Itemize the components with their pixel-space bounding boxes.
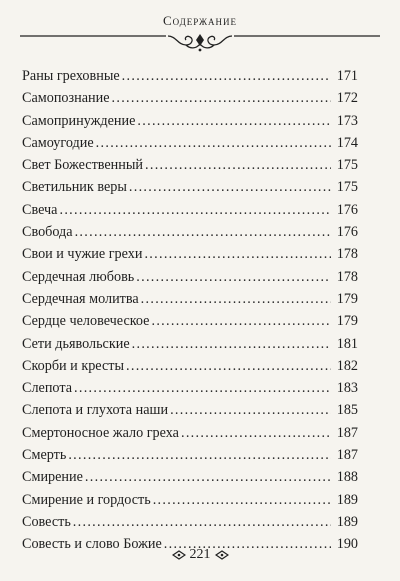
dot-leader — [126, 355, 331, 377]
toc-entry-title: Свобода — [22, 224, 73, 241]
toc-entry-title: Свои и чужие грехи — [22, 246, 143, 263]
dot-leader — [129, 176, 331, 198]
toc-entry-title: Свет Божественный — [22, 157, 143, 174]
toc-entry-title: Самопознание — [22, 90, 110, 107]
toc-entry — [22, 489, 358, 511]
toc-entry — [22, 399, 358, 421]
toc-entry — [22, 110, 358, 132]
toc-entry-page: 189 — [336, 491, 358, 508]
table-of-contents — [22, 65, 358, 556]
toc-entry — [22, 87, 358, 109]
dot-leader — [73, 511, 331, 533]
toc-entry-page: 190 — [336, 536, 358, 553]
dot-leader — [132, 333, 331, 355]
toc-entry-page: 187 — [336, 424, 358, 441]
toc-entry — [22, 199, 358, 221]
toc-entry-title: Смирение и гордость — [22, 491, 151, 508]
toc-entry-title: Смертоносное жало греха — [22, 424, 179, 441]
toc-entry-page: 176 — [336, 224, 358, 241]
toc-entry-title: Сердце человеческое — [22, 313, 150, 330]
toc-entry-title: Совесть — [22, 513, 71, 530]
toc-entry-page: 185 — [336, 402, 358, 419]
toc-entry — [22, 132, 358, 154]
toc-entry-page: 179 — [336, 313, 358, 330]
toc-entry-page: 175 — [336, 157, 358, 174]
toc-entry-title: Раны греховные — [22, 68, 120, 84]
toc-entry-page: 174 — [336, 134, 358, 151]
toc-entry-page: 189 — [336, 513, 358, 530]
toc-entry — [22, 355, 358, 377]
page-footer — [0, 545, 400, 565]
scroll-ornament-icon — [18, 31, 382, 53]
toc-entry-title: Слепота — [22, 380, 73, 397]
toc-entry-page: 188 — [336, 469, 358, 486]
page-number: 221 — [189, 547, 211, 562]
toc-entry — [22, 176, 358, 198]
toc-entry — [22, 288, 358, 310]
toc-entry-title: Слепота и глухота наши — [22, 402, 169, 419]
dot-leader — [137, 110, 331, 132]
toc-entry — [22, 422, 358, 444]
toc-entry-title: Светильник веры — [22, 179, 127, 196]
page-header-title: Содержание — [162, 13, 238, 28]
toc-entry-title: Совесть и слово Божие — [22, 536, 162, 553]
toc-entry-title: Сердечная любовь — [22, 268, 135, 285]
dot-leader — [145, 154, 331, 176]
toc-entry-page: 175 — [336, 179, 358, 196]
toc-entry-page: 178 — [336, 246, 358, 263]
dot-leader — [144, 243, 331, 265]
dot-leader — [112, 87, 332, 109]
toc-entry-page: 179 — [336, 290, 358, 307]
dot-leader — [136, 266, 331, 288]
dot-leader — [74, 377, 331, 399]
dot-leader — [181, 422, 331, 444]
toc-entry — [22, 266, 358, 288]
toc-entry-page: 172 — [336, 90, 358, 107]
toc-entry — [22, 511, 358, 533]
toc-entry-page: 176 — [336, 201, 358, 218]
dot-leader — [85, 466, 331, 488]
dot-leader — [122, 65, 331, 87]
toc-entry — [22, 310, 358, 332]
toc-entry-page: 181 — [336, 335, 358, 352]
toc-entry — [22, 221, 358, 243]
toc-entry-title: Свеча — [22, 201, 58, 218]
dot-leader — [68, 444, 331, 466]
toc-entry-title: Смирение — [22, 469, 83, 486]
toc-entry — [22, 333, 358, 355]
dot-leader — [141, 288, 331, 310]
dot-leader — [170, 399, 331, 421]
toc-entry-title: Сети дьявольские — [22, 335, 130, 352]
toc-entry-page: 182 — [336, 357, 358, 374]
toc-entry-page: 187 — [336, 447, 358, 464]
toc-entry-title: Скорби и кресты — [22, 357, 124, 374]
toc-entry-title: Сердечная молитва — [22, 290, 139, 307]
toc-entry — [22, 154, 358, 176]
dot-leader — [75, 221, 331, 243]
toc-entry-page: 173 — [336, 112, 358, 129]
left-ornament-icon — [172, 550, 186, 560]
toc-entry — [22, 466, 358, 488]
dot-leader — [96, 132, 331, 154]
toc-entry-title: Самопринуждение — [22, 112, 136, 129]
dot-leader — [59, 199, 331, 221]
toc-entry-page: 183 — [336, 380, 358, 397]
toc-entry — [22, 65, 358, 87]
toc-entry-title: Самоугодие — [22, 134, 94, 151]
right-ornament-icon — [215, 550, 229, 560]
toc-entry — [22, 243, 358, 265]
toc-entry-page: 178 — [336, 268, 358, 285]
toc-entry — [22, 377, 358, 399]
toc-entry-page: 171 — [336, 68, 358, 84]
toc-entry — [22, 444, 358, 466]
toc-entry-title: Смерть — [22, 447, 67, 464]
dot-leader — [151, 310, 331, 332]
dot-leader — [153, 489, 331, 511]
